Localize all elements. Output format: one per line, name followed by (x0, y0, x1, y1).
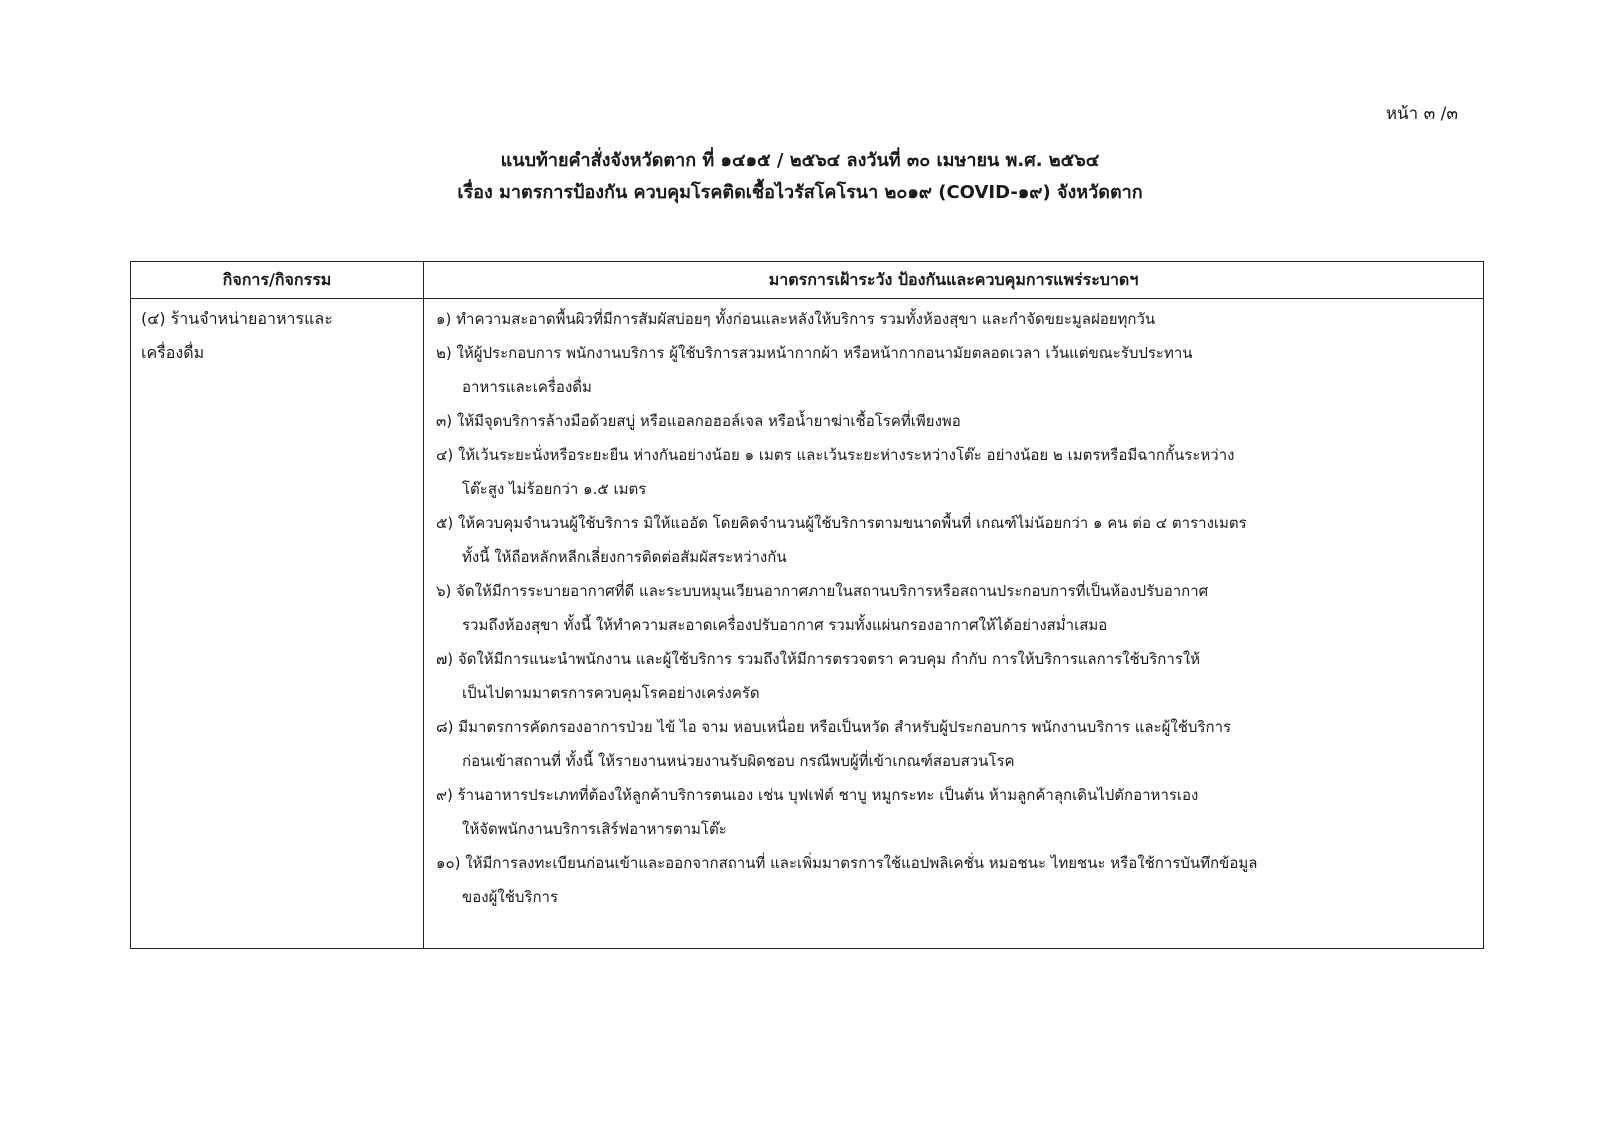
activity-line: เครื่องดื่ม (141, 343, 205, 362)
measures-table (130, 261, 1484, 949)
header-measures: มาตรการเฝ้าระวัง ป้องกันและควบคุมการแพร่ระบาดฯ (768, 270, 1139, 289)
table-header-row (131, 262, 1483, 299)
measure-line: ๓) ให้มีจุดบริการล้างมือด้วยสบู่ หรือแอลกอฮอล์เจล หรือน้ำยาฆ่าเชื้อโรคที่เพียงพอ (436, 412, 961, 430)
title-line-order: แนบท้ายคำสั่งจังหวัดตาก ที่ ๑๔๑๕ / ๒๕๖๔ ลงวันที่ ๓๐ เมษายน พ.ศ. ๒๕๖๔ (500, 150, 1100, 171)
measure-line: ๘) มีมาตรการคัดกรองอาการป่วย ไข้ ไอ จาม หอบเหนื่อย หรือเป็นหวัด สำหรับผู้ประกอบการ พนักงานบริการ และผู้ใช้บริการ (436, 718, 1232, 736)
measure-item (436, 302, 1476, 336)
page-number: หน้า ๓ /๓ (1385, 104, 1458, 124)
title-line-subject: เรื่อง มาตรการป้องกัน ควบคุมโรคติดเชื้อไวรัสโคโรนา ๒๐๑๙ (COVID-๑๙) จังหวัดตาก (457, 182, 1143, 203)
header-activity: กิจการ/กิจกรรม (222, 270, 332, 289)
measure-item (436, 336, 1476, 404)
column-divider (423, 262, 424, 948)
measure-line-continued: เป็นไปตามมาตรการควบคุมโรคอย่างเคร่งครัด (462, 684, 760, 702)
measure-line-continued: ทั้งนี้ ให้ถือหลักหลีกเลี่ยงการติดต่อสัมผัสระหว่างกัน (462, 548, 787, 566)
measure-line: ๕) ให้ควบคุมจำนวนผู้ใช้บริการ มิให้แออัด โดยคิดจำนวนผู้ใช้บริการตามขนาดพื้นที่ เกณฑ์ไม่น้อยกว่า ๑ คน ต่อ ๔ ตารางเมตร (436, 514, 1247, 532)
measure-item (436, 710, 1476, 778)
measure-item (436, 438, 1476, 506)
measure-line-continued: อาหารและเครื่องดื่ม (462, 378, 592, 396)
measure-line: ๒) ให้ผู้ประกอบการ พนักงานบริการ ผู้ใช้บริการสวมหน้ากากผ้า หรือหน้ากากอนามัยตลอดเวลา เว้นแต่ขณะรับประทาน (436, 344, 1193, 362)
measure-line: ๑๐) ให้มีการลงทะเบียนก่อนเข้าและออกจากสถานที่ และเพิ่มมาตรการใช้แอปพลิเคชั่น หมอชนะ ไทยชนะ หรือใช้การบันทึกข้อมูล (436, 854, 1258, 872)
measure-item (436, 506, 1476, 574)
measure-item (436, 778, 1476, 846)
measure-line-continued: ของผู้ใช้บริการ (462, 888, 559, 906)
document-title (0, 145, 1600, 209)
measures-cell (436, 302, 1476, 914)
measure-line: ๙) ร้านอาหารประเภทที่ต้องให้ลูกค้าบริการตนเอง เช่น บุฟเฟ่ต์ ชาบู หมูกระทะ เป็นต้น ห้ามลูกค้าลุกเดินไปตักอาหารเอง (436, 786, 1199, 804)
measure-line: ๑) ทำความสะอาดพื้นผิวที่มีการสัมผัสบ่อยๆ ทั้งก่อนและหลังให้บริการ รวมทั้งห้องสุขา และกำจัดขยะมูลฝอยทุกวัน (436, 310, 1156, 328)
measure-item (436, 574, 1476, 642)
measure-line: ๗) จัดให้มีการแนะนำพนักงาน และผู้ใช้บริการ รวมถึงให้มีการตรวจตรา ควบคุม กำกับ การให้บริการแลการใช้บริการให้ (436, 650, 1201, 668)
activity-line: (๔) ร้านจำหน่ายอาหารและ (141, 309, 333, 328)
measure-line-continued: ให้จัดพนักงานบริการเสิร์ฟอาหารตามโต๊ะ (462, 820, 727, 838)
measure-item (436, 404, 1476, 438)
measure-line-continued: โต๊ะสูง ไม่ร้อยกว่า ๑.๕ เมตร (462, 480, 647, 498)
measure-line: ๖) จัดให้มีการระบายอากาศที่ดี และระบบหมุนเวียนอากาศภายในสถานบริการหรือสถานประกอบการที่เป็นห้องปรับอากาศ (436, 582, 1209, 600)
measure-item (436, 642, 1476, 710)
measure-line-continued: ก่อนเข้าสถานที่ ทั้งนี้ ให้รายงานหน่วยงานรับผิดชอบ กรณีพบผู้ที่เข้าเกณฑ์สอบสวนโรค (462, 752, 1015, 770)
measure-item (436, 846, 1476, 914)
activity-cell (141, 302, 411, 370)
measure-line-continued: รวมถึงห้องสุขา ทั้งนี้ ให้ทำความสะอาดเครื่องปรับอากาศ รวมทั้งแผ่นกรองอากาศให้ได้อย่างสม่ำเสมอ (462, 616, 1108, 634)
measure-line: ๔) ให้เว้นระยะนั่งหรือระยะยืน ห่างกันอย่างน้อย ๑ เมตร และเว้นระยะห่างระหว่างโต๊ะ อย่างน้อย ๒ เมตรหรือมีฉากกั้นระหว่าง (436, 446, 1235, 464)
